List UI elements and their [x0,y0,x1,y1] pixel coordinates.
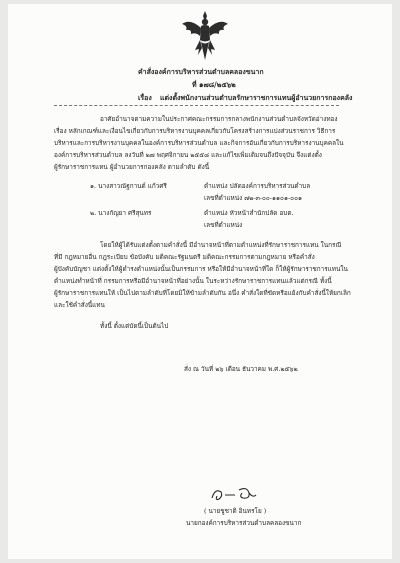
para1-line: เรื่อง หลักเกณฑ์และเงื่อนไขเกี่ยวกับการบริหารงานบุคคลเกี่ยวกับโครงสร้างการแบ่งส่วนราชการ วิธีการ [54,127,336,135]
para1-line: ผู้รักษาราชการแทน ผู้อำนวยการกองคลัง ตามลำดับ ดังนี้ [54,163,210,171]
subject-text: แต่งตั้งพนักงานส่วนตำบลรักษาราชการแทนผู้อำนวยการกองคลัง [160,93,353,102]
issuer-heading: คำสั่งองค์การบริหารส่วนตำบลคลองขนาก [138,67,264,76]
order-date: สั่ง ณ วันที่ ๒๖ เดือน ธันวาคม พ.ศ.๒๕๖๒ [184,365,298,373]
person-name: ๒. นางกัญยา ศรีสุนทร [90,209,152,217]
para2-line: โดยให้ผู้ได้รับแต่งตั้งตามคำสั่งนี้ มีอำนาจหน้าที่ตามตำแหน่งที่รักษาราชการแทน ในกรณี [100,241,342,249]
para1-line: อาศัยอำนาจตามความในประกาศคณะกรรมการกลางพนักงานส่วนตำบลจังหวัดอ่างทอง [100,115,338,123]
signer-title: นายกองค์การบริหารส่วนตำบลคลองขนาก [186,519,302,527]
para2-line: ผู้บังคับบัญชา แต่งตั้งให้ผู้ดำรงตำแหน่งนั้นเป็นกรรมการ หรือให้มีอำนาจหน้าที่ใด ก็ให้ผู้รักษาราชการแทนใน [54,265,348,273]
para2-line: ที่มี กฎหมายอื่น กฎระเบียบ ข้อบังคับ มติคณะรัฐมนตรี มติคณะกรรมการตามกฎหมาย หรือคำสั่ง [54,253,315,261]
para1-line: องค์การบริหารส่วนตำบล ลงวันที่ ๒๗ พฤศจิกายน ๒๕๕๘ และแก้ไขเพิ่มเติมจนถึงปัจจุบัน จึงแต่งตั้ง [54,151,322,159]
para2-line: ผู้รักษาราชการแทนให้ เป็นไปตามลำดับที่โดยมิให้ข้ามลำดับกัน อนึ่ง คำสั่งใดที่ขัดหรือแย้งกับคำสั่งนี้ให้ยกเลิก [54,289,351,297]
garuda-emblem-icon [180,10,230,62]
effective-statement: ทั้งนี้ ตั้งแต่บัดนี้เป็นต้นไป [100,322,169,330]
person-position-id: เลขที่ตำแหน่ง ๗๒-๓-๐๐-๑๑๐๑-๐๐๑ [204,194,303,202]
document-page [8,4,392,559]
person-name: ๑. นางสาวณัฐกานต์ แก้วศรี [90,182,167,190]
order-number: ที่ ๑๗๘/๒๕๖๒ [192,80,236,89]
signer-name: ( นายชูชาติ อินทรโย ) [204,507,267,515]
person-position: ตำแหน่ง ปลัดองค์การบริหารส่วนตำบล [204,182,311,190]
subject-label: เรื่อง [138,93,152,102]
para1-line: บริหารและการบริหารงานบุคคลในองค์การบริหารส่วนตำบล และกิจการอันเกี่ยวกับการบริหารงานบุคคลใน [54,139,344,147]
para2-line: ตำแหน่งทำหน้าที่ กรรมการหรือมีอำนาจหน้าที่อย่างนั้น ในระหว่างรักษาราชการแทนแล้วแต่กรณี ทั้งนี้ [54,277,332,285]
signature-icon [209,484,259,506]
person-position: ตำแหน่ง หัวหน้าสำนักปลัด อบต. [204,209,294,217]
person-position-id: เลขที่ตำแหน่ง [204,221,243,229]
para2-line: และใช้คำสั่งนี้แทน [54,301,105,309]
subject-divider [54,105,339,106]
